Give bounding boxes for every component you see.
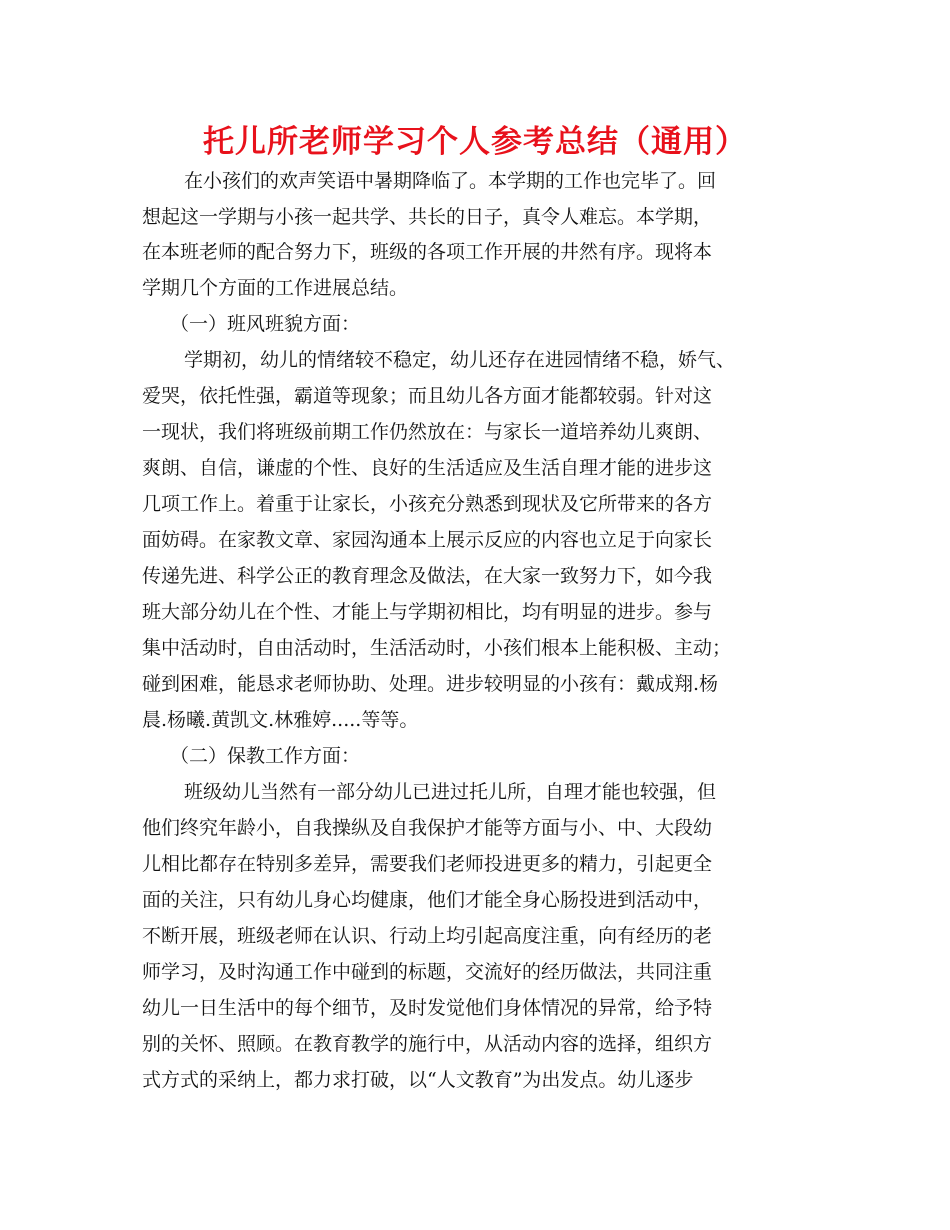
section-heading: （二）保教工作方面： bbox=[170, 745, 361, 767]
paragraph-line: 晨.杨曦.黄凯文.林雅婷.....等等。 bbox=[142, 709, 419, 731]
paragraph-line: 不断开展，班级老师在认识、行动上均引起高度注重，向有经历的老 bbox=[142, 925, 713, 947]
paragraph-line: 集中活动时，自由活动时，生活活动时，小孩们根本上能积极、主动； bbox=[142, 637, 732, 659]
paragraph-line: 面的关注，只有幼儿身心均健康，他们才能全身心肠投进到活动中， bbox=[142, 889, 713, 911]
paragraph-line: 一现状，我们将班级前期工作仍然放在：与家长一道培养幼儿爽朗、 bbox=[142, 421, 713, 443]
paragraph-line: 他们终究年龄小，自我操纵及自我保护才能等方面与小、中、大段幼 bbox=[142, 817, 713, 839]
paragraph-line: 碰到困难，能恳求老师协助、处理。进步较明显的小孩有：戴成翔.杨 bbox=[142, 673, 719, 695]
paragraph-line: 面妨碍。在家教文章、家园沟通本上展示反应的内容也立足于向家长 bbox=[142, 529, 713, 551]
paragraph-line: 在小孩们的欢声笑语中暑期降临了。本学期的工作也完毕了。回 bbox=[184, 170, 717, 192]
paragraph-line: 学期初，幼儿的情绪较不稳定，幼儿还存在进园情绪不稳，娇气、 bbox=[184, 349, 736, 371]
paragraph-line: 传递先进、科学公正的教育理念及做法，在大家一致努力下，如今我 bbox=[142, 565, 713, 587]
paragraph-line: 师学习，及时沟通工作中碰到的标题，交流好的经历做法，共同注重 bbox=[142, 961, 713, 983]
paragraph-line: 想起这一学期与小孩一起共学、共长的日子，真令人难忘。本学期， bbox=[142, 206, 713, 228]
paragraph-line: 爱哭，依托性强，霸道等现象；而且幼儿各方面才能都较弱。针对这 bbox=[142, 385, 713, 407]
paragraph-line: 班大部分幼儿在个性、才能上与学期初相比，均有明显的进步。参与 bbox=[142, 601, 713, 623]
document-title: 托儿所老师学习个人参考总结（通用） bbox=[203, 124, 747, 160]
section-heading: （一）班风班貌方面： bbox=[170, 313, 361, 335]
paragraph-line: 别的关怀、照顾。在教育教学的施行中，从活动内容的选择，组织方 bbox=[142, 1033, 713, 1055]
paragraph-line: 式方式的采纳上，都力求打破，以“人文教育”为出发点。幼儿逐步 bbox=[142, 1069, 694, 1091]
paragraph-line: 几项工作上。着重于让家长，小孩充分熟悉到现状及它所带来的各方 bbox=[142, 493, 713, 515]
paragraph-line: 爽朗、自信，谦虚的个性、良好的生活适应及生活自理才能的进步这 bbox=[142, 457, 713, 479]
paragraph-line: 学期几个方面的工作进展总结。 bbox=[142, 277, 409, 299]
paragraph-line: 儿相比都存在特别多差异，需要我们老师投进更多的精力，引起更全 bbox=[142, 853, 713, 875]
paragraph-line: 班级幼儿当然有一部分幼儿已进过托儿所，自理才能也较强，但 bbox=[184, 781, 717, 803]
paragraph-line: 在本班老师的配合努力下，班级的各项工作开展的井然有序。现将本 bbox=[142, 241, 713, 263]
paragraph-line: 幼儿一日生活中的每个细节，及时发觉他们身体情况的异常，给予特 bbox=[142, 997, 713, 1019]
